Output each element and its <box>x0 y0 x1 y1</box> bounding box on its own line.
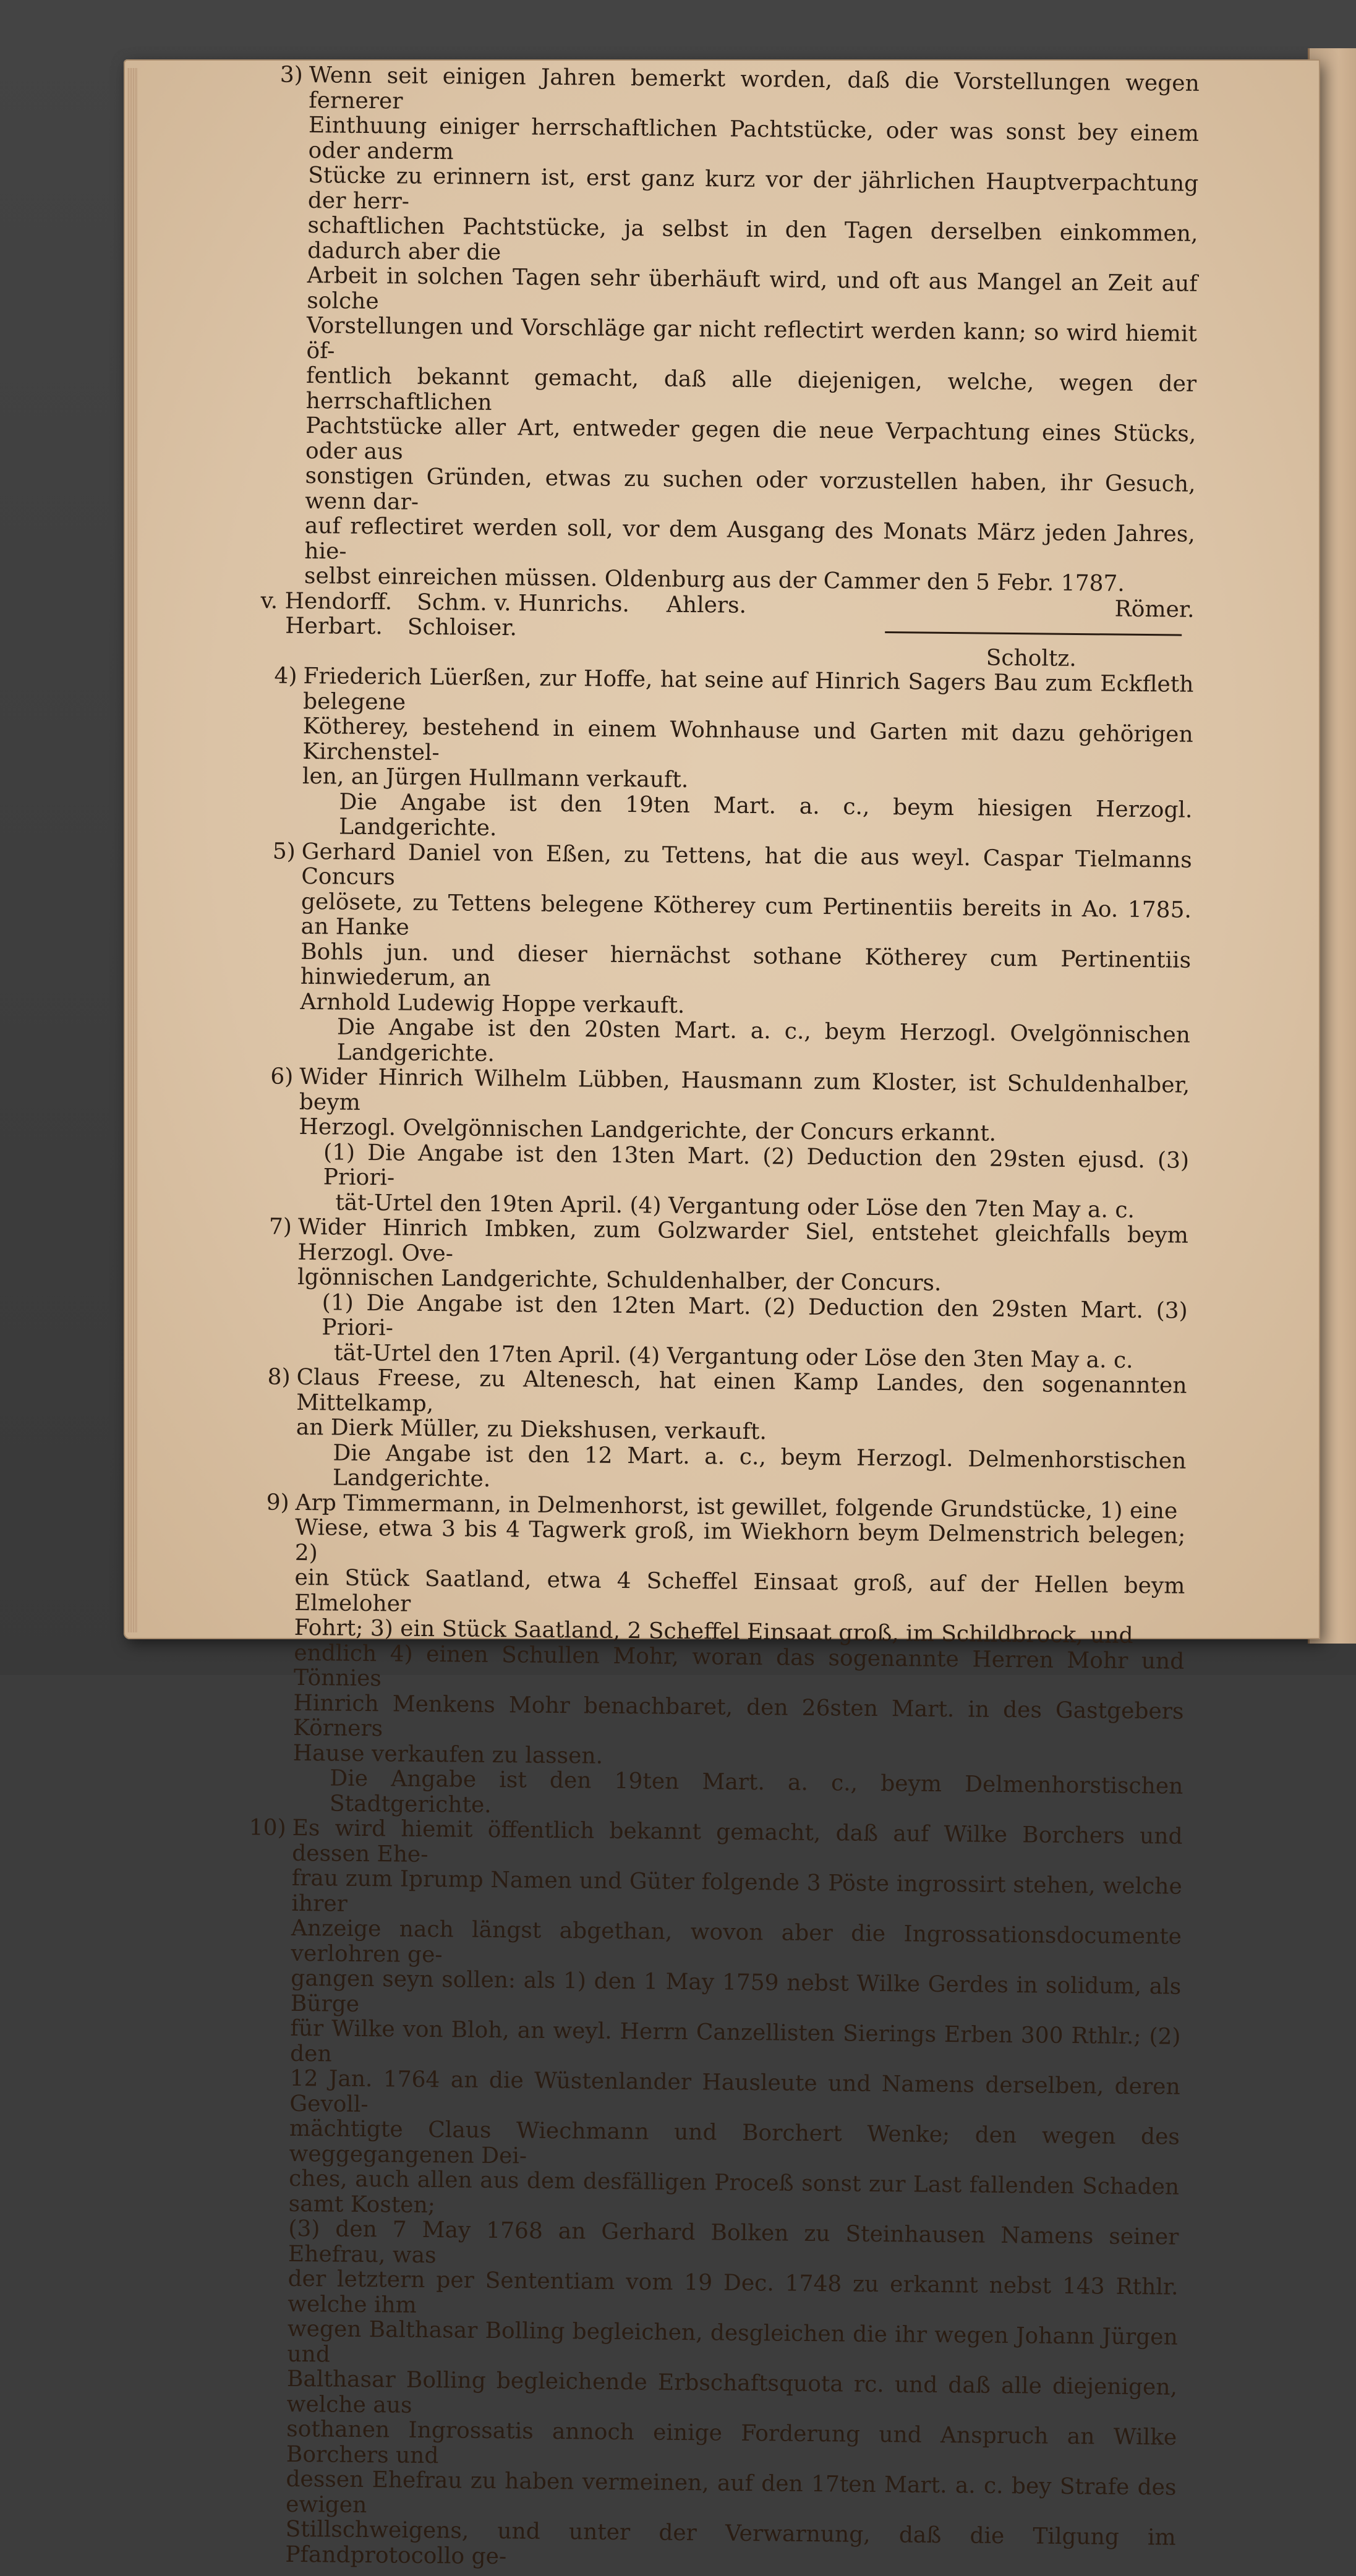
entry-3 <box>279 62 1200 597</box>
text-line: gelösete, zu Tettens belegene Kötherey cum Pertinentiis bereits in Ao. 1785. an Hanke <box>301 889 1192 940</box>
text-line: Stücke zu erinnern ist, erst ganz kurz vor der jährlichen Hauptverpachtung der herr- <box>307 162 1199 215</box>
text-line: Kötherey, bestehend in einem Wohnhause und Garten mit dazu gehörigen Kirchenstel- <box>302 713 1193 766</box>
entry-number: 5) <box>272 838 296 864</box>
entry-9 <box>266 1489 1186 1824</box>
signature: Herbart. <box>285 613 383 640</box>
text-line: (1) Die Angabe ist den 12ten Mart. (2) Deduction den 29sten Mart. (3) Priori- <box>322 1289 1188 1341</box>
entry-number: 9) <box>266 1489 289 1516</box>
signature: Ahlers. <box>666 592 747 618</box>
text-line: (3) den 7 May 1768 an Gerhard Bolken zu Steinhausen Namens seiner Ehefrau, was <box>288 2216 1179 2268</box>
text-line: lgönnischen Landgerichte, Schuldenhalber, der Concurs. <box>297 1264 942 1296</box>
text-line: Balthasar Bolling begleichende Erbschaftsquota rc. und daß alle diejenigen, welche aus <box>286 2366 1178 2418</box>
text-line: Wider Hinrich Wilhelm Lübben, Hausmann zum Kloster, ist Schuldenhalber, beym <box>299 1064 1190 1115</box>
text-line: Anzeige nach längst abgethan, wovon aber die Ingrossationsdocumente verlohren ge- <box>291 1915 1182 1968</box>
text-line: Vorstellungen und Vorschläge gar nicht reflectirt werden kann; so wird hiemit öf- <box>306 312 1198 364</box>
text-line: 12 Jan. 1764 an die Wüstenlander Hausleute und Namens derselben, deren Gevoll- <box>289 2065 1180 2117</box>
text-line: Wider Hinrich Imbken, zum Golzwarder Siel, entstehet gleichfalls beym Herzogl. Ove- <box>297 1214 1189 1266</box>
signature: v. Hendorff. <box>260 587 393 615</box>
signature: Schloiser. <box>407 614 518 641</box>
text-line: Stillschweigens, und unter der Verwarnung, daß die Tilgung im Pfandprotocollo ge- <box>285 2516 1176 2569</box>
entry-number: 4) <box>274 663 297 689</box>
text-line: Die Angabe ist den 19ten Mart. a. c., beym Delmenhorstischen Stadtgerichte. <box>329 1765 1183 1818</box>
text-line: Fohrt; 3) ein Stück Saatland, 2 Scheffel Einsaat groß, im Schildbrock, und <box>294 1614 1133 1648</box>
text-line: fentlich bekannt gemacht, daß alle diejenigen, welche, wegen der herrschaftlichen <box>305 362 1197 416</box>
entry-10 <box>249 1815 1183 2576</box>
page-text <box>249 62 1200 2576</box>
text-line: sothanen Ingrossatis annoch einige Forderung und Anspruch an Wilke Borchers und <box>286 2416 1177 2468</box>
text-line: ches, auch allen aus dem desfälligen Proceß sonst zur Last fallenden Schaden samt Kosten; <box>288 2165 1180 2218</box>
entry-8 <box>267 1364 1187 1499</box>
page-edge-shading <box>127 68 138 1632</box>
entry-4 <box>274 663 1194 848</box>
text-line: Hause verkaufen zu lassen. <box>292 1740 603 1769</box>
text-line: Arp Timmermann, in Delmenhorst, ist gewillet, folgende Grundstücke, 1) eine <box>295 1490 1178 1524</box>
text-line: Arbeit in solchen Tagen sehr überhäuft wird, und oft aus Mangel an Zeit auf solche <box>307 262 1198 314</box>
text-line: endlich 4) einen Schullen Mohr, woran das sogenannte Herren Mohr und Tönnies <box>293 1640 1185 1692</box>
text-line: Die Angabe ist den 12 Mart. a. c., beym Herzogl. Delmenhorstischen Landgerichte. <box>332 1439 1187 1492</box>
text-line: tät-Urtel den 19ten April. (4) Vergantung oder Löse den 7ten May a. c. <box>335 1189 1135 1223</box>
text-line: sonstigen Gründen, etwas zu suchen oder vorzustellen haben, ihr Gesuch, wenn dar- <box>305 463 1196 515</box>
entry-number: 7) <box>268 1214 292 1240</box>
text-line: auf reflectiret werden soll, vor dem Ausgang des Monats März jeden Jahres, hie- <box>304 513 1195 565</box>
signature-rule <box>885 631 1182 636</box>
entry-number: 8) <box>267 1364 291 1390</box>
text-line: tät-Urtel den 17ten April. (4) Vergantung oder Löse den 3ten May a. c. <box>333 1339 1133 1373</box>
text-line: selbst einreichen müssen. Oldenburg aus der Cammer den 5 Febr. 1787. <box>304 563 1125 597</box>
text-line: Gerhard Daniel von Eßen, zu Tettens, hat die aus weyl. Caspar Tielmanns Concurs <box>301 838 1192 890</box>
text-line: dessen Ehefrau zu haben vermeinen, auf den 17ten Mart. a. c. bey Strafe des ewigen <box>285 2466 1177 2518</box>
entry-number: 6) <box>270 1064 294 1090</box>
text-line: Arnhold Ludewig Hoppe verkauft. <box>300 989 685 1018</box>
text-line: der letztern per Sententiam vom 19 Dec. 1748 zu erkannt nebst 143 Rthlr. welche ihm <box>288 2266 1179 2318</box>
text-line: Wiese, etwa 3 bis 4 Tagwerk groß, im Wiekhorn beym Delmenstrich belegen; 2) <box>294 1514 1186 1566</box>
text-line: Pachtstücke aller Art, entweder gegen die neue Verpachtung eines Stücks, oder aus <box>305 412 1196 464</box>
signature: Schm. v. Hunrichs. <box>416 589 630 617</box>
text-line: Einthuung einiger herrschaftlichen Pachtstücke, oder was sonst bey einem oder anderm <box>308 112 1200 164</box>
entry-5 <box>272 838 1192 1073</box>
text-line: für Wilke von Bloh, an weyl. Herrn Canzellisten Sierings Erben 300 Rthlr.; (2) den <box>289 2015 1181 2066</box>
text-line: ein Stück Saatland, etwa 4 Scheffel Einsaat groß, auf der Hellen beym Elmeloher <box>294 1564 1185 1617</box>
text-line: frau zum Iprump Namen und Güter folgende 3 Pöste ingrossirt stehen, welche ihrer <box>291 1865 1182 1917</box>
entry-7 <box>268 1214 1189 1374</box>
text-line: wegen Balthasar Bolling begleichen, desgleichen die ihr wegen Johann Jürgen und <box>287 2316 1178 2367</box>
text-line: Bohls jun. und dieser hiernächst sothane Kötherey cum Pertinentiis hinwiederum, an <box>300 939 1192 991</box>
signature: Römer. <box>1114 596 1195 623</box>
text-line: Friederich Lüerßen, zur Hoffe, hat seine auf Hinrich Sagers Bau zum Eckfleth belegene <box>302 663 1194 715</box>
text-line: Wenn seit einigen Jahren bemerkt worden, daß die Vorstellungen wegen fernerer <box>309 62 1200 114</box>
text-line: Herzogl. Ovelgönnischen Landgerichte, der Concurs erkannt. <box>299 1114 997 1146</box>
text-line: (1) Die Angabe ist den 13ten Mart. (2) Deduction den 29sten ejusd. (3) Priori- <box>323 1139 1190 1191</box>
text-line: an Dierk Müller, zu Diekshusen, verkauft. <box>296 1414 767 1445</box>
text-line: gangen seyn sollen: als 1) den 1 May 1759 nebst Wilke Gerdes in solidum, als Bürge <box>290 1965 1182 2017</box>
text-line: schaftlichen Pachtstücke, ja selbst in den Tagen derselben einkommen, dadurch aber die <box>307 212 1198 265</box>
entry-number: 10) <box>249 1815 286 1841</box>
entry-number: 3) <box>279 62 304 88</box>
text-line: Die Angabe ist den 19ten Mart. a. c., beym hiesigen Herzogl. Landgerichte. <box>338 789 1193 841</box>
text-line: len, an Jürgen Hullmann verkauft. <box>302 763 689 793</box>
text-line: Claus Freese, zu Altenesch, hat einen Kamp Landes, den sogenannten Mittelkamp, <box>296 1364 1187 1417</box>
signature: Scholtz. <box>986 645 1077 672</box>
text-line: Es wird hiemit öffentlich bekannt gemacht, daß auf Wilke Borchers und dessen Ehe- <box>292 1815 1183 1867</box>
text-line: Hinrich Menkens Mohr benachbaret, den 26sten Mart. in des Gastgebers Körners <box>292 1690 1184 1742</box>
entry-6 <box>270 1064 1190 1224</box>
text-line: Die Angabe ist den 20sten Mart. a. c., beym Herzogl. Ovelgönnischen Landgerichte. <box>336 1014 1191 1067</box>
text-line: mächtigte Claus Wiechmann und Borchert Wenke; den wegen des weggegangenen Dei- <box>289 2115 1180 2169</box>
